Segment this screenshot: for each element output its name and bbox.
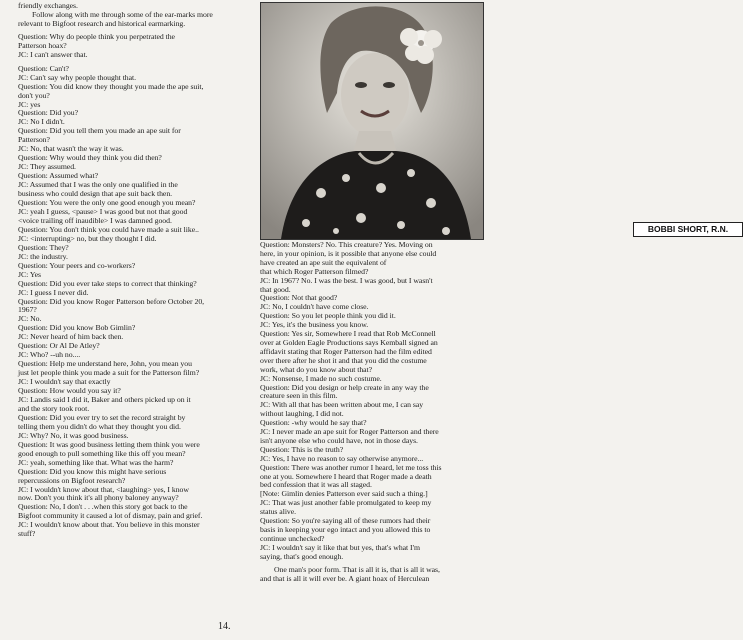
text-line: have created an ape suit the equivalent of [260,257,387,267]
text-line: JC: yeah, something like that. What was the harm? [18,457,174,467]
text-line: Question: Or Al De Atley? [18,341,100,351]
text-line: Question: Assumed what? [18,171,99,181]
text-line: status alive. [260,507,297,517]
text-line: JC: No, I couldn't have come close. [260,302,369,312]
text-line: here, in your opinion, is it possible that anyone else could [260,248,437,258]
text-line: stuff? [18,529,36,539]
text-line: JC: That was just another fable promulgated to keep my [260,498,432,508]
text-line: JC: Can't say why people thought that. [18,72,137,82]
text-line: without laughing, I did not. [260,409,344,419]
text-line: that good. [260,284,291,294]
text-line: just let people think you made a suit for the Patterson film? [18,368,200,378]
text-line: JC: I never made an ape suit for Roger Patterson and there [260,427,439,437]
text-line: JC: Yes, it's the business you know. [260,320,369,330]
text-line: Question: You did know they thought you made the ape suit, [18,81,204,91]
text-line: creature seen in this film. [260,391,338,401]
text-line: JC: Landis said I did it, Baker and others picked up on it [18,394,191,404]
text-line: JC: I wouldn't know about that. You believe in this monster [18,520,200,530]
text-line: JC: <interrupting> no, but they thought I did. [18,233,157,243]
text-line: JC: Who? --uh no.... [18,350,81,360]
text-line: JC: Yes, I have no reason to say otherwise anymore... [260,453,424,463]
text-line: JC: No I didn't. [18,117,65,127]
text-line: JC: No, that wasn't the way it was. [18,144,124,154]
text-line: JC: I guess I never did. [18,287,89,297]
text-line: JC: Why? No, it was good business. [18,430,129,440]
text-line: Question: No, I don't . . .when this story got back to the [18,502,188,512]
text-line: continue unchecked? [260,533,325,543]
text-line: 1967? [18,305,37,315]
text-line: Question: It was good business letting them think you were [18,439,200,449]
text-line: one at you. Somewhere I heard that Roger made a death [260,471,432,481]
text-line: Question: Did you know Roger Patterson before October 20, [18,296,205,306]
text-line: JC: No. [18,314,42,324]
left-column [18,2,246,539]
photo-caption: BOBBI SHORT, R.N. [633,222,743,237]
text-line: over there after he shot it and that you did the costume [260,355,427,365]
text-line: Question: Did you ever take steps to correct that thinking? [18,278,197,288]
text-line: Question: Did you know Bob Gimlin? [18,323,136,333]
text-line: Question: Monsters? No. This creature? Yes. Moving on [260,240,433,249]
text-line: that which Roger Patterson filmed? [260,266,369,276]
text-line: over at Golden Eagle Productions says Kemball signed an [260,337,438,347]
text-line: Question: Did you design or help create in any way the [260,382,429,392]
text-line: affidavit stating that Roger Patterson had the film edited [260,346,432,356]
text-line: JC: Yes [18,269,41,279]
text-line: JC: I wouldn't know about that, <laughing> yes, I know [18,484,189,494]
text-line: JC: yeah I guess, <pause> I was good but not that good [18,206,188,216]
text-line: Question: So you let people think you did it. [260,311,396,321]
text-line: Question: Why would they think you did then? [18,153,162,163]
right-column [260,241,482,584]
text-line: relevant to Bigfoot research and historical earmarking. [18,18,186,28]
text-line: JC: the industry. [18,251,68,261]
text-line: Question: Did you? [18,108,78,118]
text-line: don't you? [18,90,50,100]
text-line: JC: I wouldn't say that exactly [18,377,111,387]
text-line: Question: There was another rumor I heard, let me toss this [260,462,442,472]
text-line: repercussions on Bigfoot research? [18,475,126,485]
text-line: Question: So you're saying all of these rumors had their [260,516,431,526]
text-line: work, what do you know about that? [260,364,373,374]
text-line: Question: Your peers and co-workers? [18,260,136,270]
text-line: Question: Did you ever try to set the record straight by [18,412,186,422]
text-line: isn't anyone else who could have, not in those days. [260,435,418,445]
text-line: JC: With all that has been written about me, I can say [260,400,424,410]
text-line: JC: They assumed. [18,162,76,172]
portrait-image [261,3,483,239]
text-line: JC: I can't answer that. [18,50,88,60]
text-line: Question: How would you say it? [18,386,121,396]
text-line: One man's poor form. That is all it is, that is all it was, [274,565,440,575]
text-line: good enough to pull something like this off you mean? [18,448,186,458]
text-line: Question: Why do people think you perpetrated the [18,32,175,42]
text-line: bed confession that it was all staged. [260,480,372,490]
text-line: Question: You don't think you could have made a suit like.. [18,224,199,234]
text-line: JC: I wouldn't say it like that but yes, that's what I'm [260,542,420,552]
text-line: Patterson hoax? [18,41,67,51]
text-line: Patterson? [18,135,50,145]
text-line: basis in keeping your ego intact and you allowed this to [260,525,431,534]
text-line: Question: Yes sir, Somewhere I read that Rob McConnell [260,329,436,339]
text-line: friendly exchanges. [18,1,78,10]
text-line: JC: In 1967? No. I was the best. I was good, but I wasn't [260,275,433,285]
text-line: [Note: Gimlin denies Patterson ever said such a thing.] [260,489,428,499]
text-line: and that is all it will ever be. A giant hoax of Herculean [260,574,430,584]
text-line: JC: yes [18,99,41,109]
text-line: <voice trailing off inaudible> I was damned good. [18,215,172,225]
text-line: Question: Not that good? [260,293,338,303]
text-line: JC: Never heard of him back then. [18,332,124,342]
page-number: 14. [218,621,231,632]
portrait-photo [260,2,729,240]
text-line: business who could design that ape suit back then. [18,189,173,199]
text-line: now. Don't you think it's all phony baloney anyway? [18,493,179,503]
text-line: telling them you didn't do what they thought you did. [18,421,181,431]
text-line: Question: Can't? [18,63,69,73]
text-line: Question: Did you tell them you made an ape suit for [18,126,181,136]
text-line: Follow along with me through some of the ear-marks more [32,9,213,19]
text-line: JC: Nonsense, I made no such costume. [260,373,382,383]
text-line: Question: You were the only one good enough you mean? [18,198,196,208]
text-line: Question: They? [18,242,69,252]
text-line: and the story took root. [18,403,90,413]
text-line: Question: Help me understand here, John, you mean you [18,359,192,369]
text-line: Question: This is the truth? [260,444,344,454]
text-line: saying, that's good enough. [260,551,344,561]
text-line: JC: Assumed that I was the only one qualified in the [18,180,178,190]
text-line: Question: -why would he say that? [260,418,367,428]
text-line: Bigfoot community it caused a lot of dismay, pain and grief. [18,511,203,521]
text-line: Question: Did you know this might have serious [18,466,167,476]
